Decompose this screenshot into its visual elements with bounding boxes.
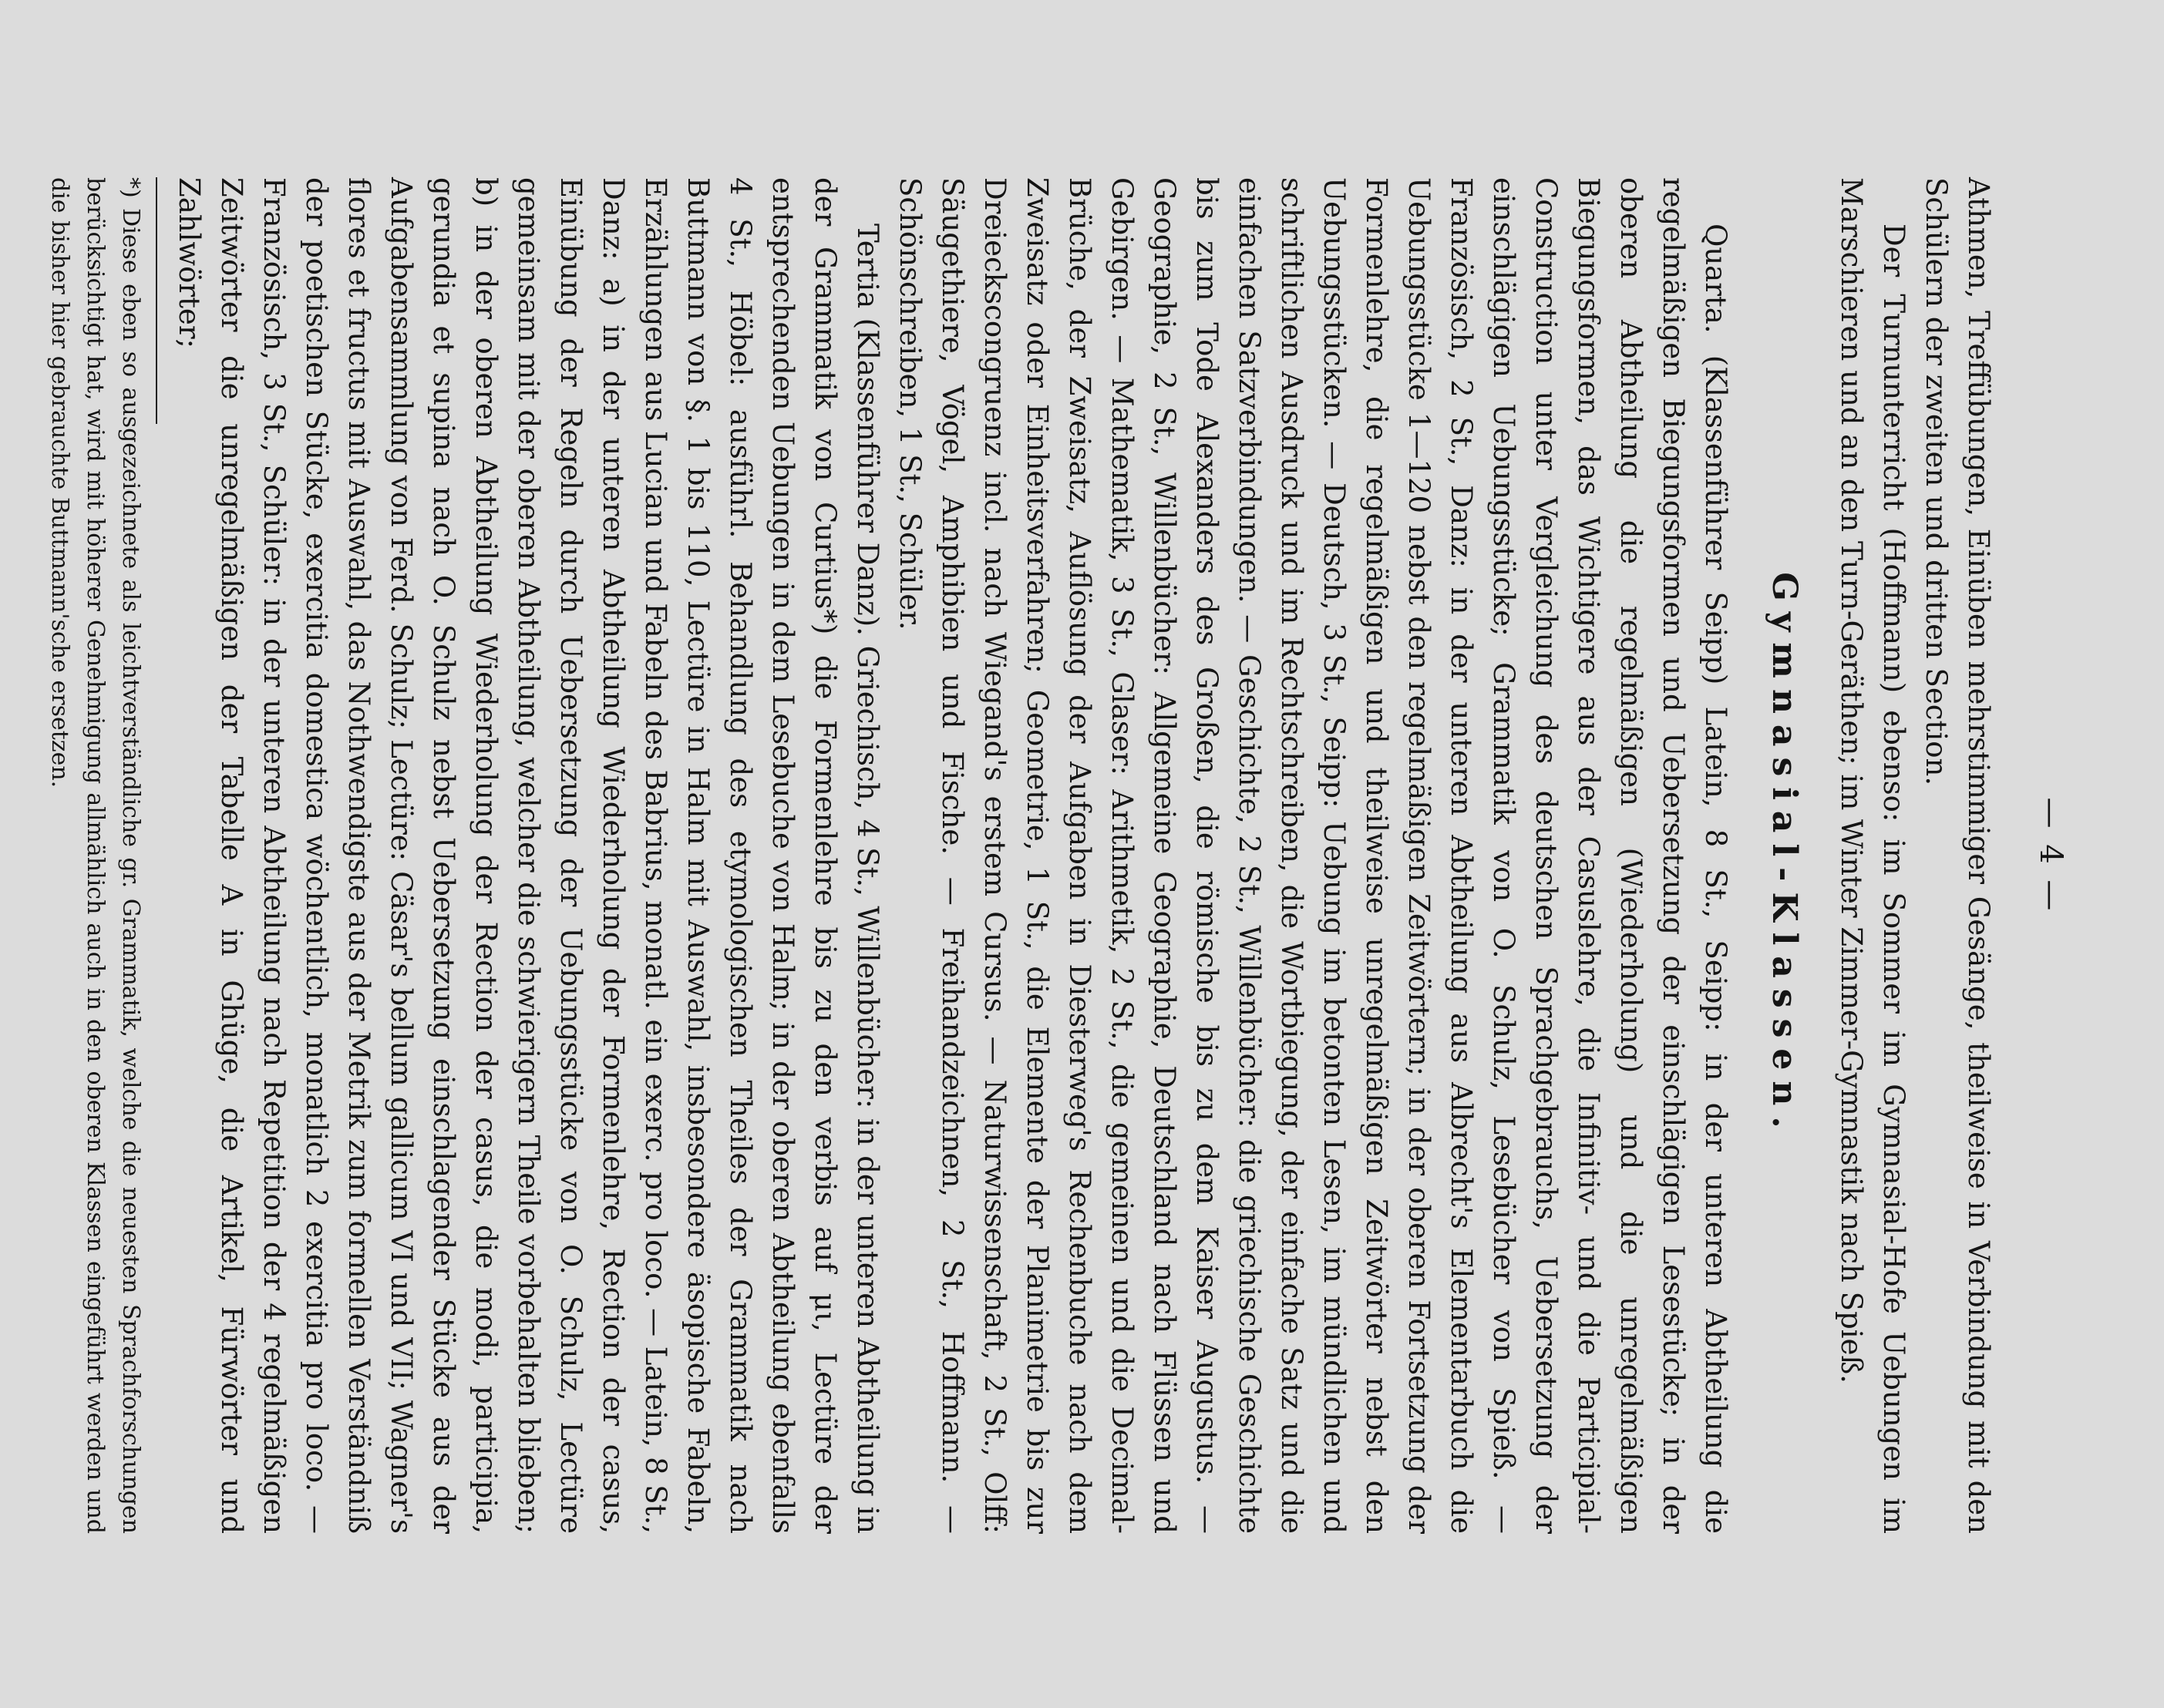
footnote-divider — [156, 177, 157, 424]
footnote: *) Diese eben so ausgezeichnete als leichtverständliche gr. Grammatik, welche die neuesten Sprachforschungen berücksichtigt hat, wird mit höherer Genehmigung allmählich auch in den oberen Klassen eingeführt werden und die bisher hier gebrauchte Buttmann'sche ersetzen. — [46, 177, 144, 1534]
quarta-paragraph: Quarta. (Klassenführer Seipp) Latein, 8 St., Seipp: in der unteren Abtheilung die regelmäßigen Biegungsformen und Uebersetzung der einschlägigen Lesestücke; in der oberen Abtheilung die regelmäßigen (Wiederholung) und die unregelmäßigen Biegungsformen, das Wichtigere aus der Casuslehre, die Infinitiv- und die Participial-Construction unter Vergleichung des deutschen Sprachgebrauchs, Uebersetzung der einschlägigen Uebungsstücke; Grammatik von O. Schulz, Lesebücher von Spieß. — Französisch, 2 St., Danz: in der unteren Abtheilung aus Albrecht's Elementarbuch die Uebungsstücke 1—120 nebst den regelmäßigen Zeitwörtern; in der oberen Fortsetzung der Formenlehre, die regelmäßigen und theilweise unregelmäßigen Zeitwörter nebst den Uebungsstücken. — Deutsch, 3 St., Seipp: Uebung im betonten Lesen, im mündlichen und schriftlichen Ausdruck und im Rechtschreiben, die Wortbiegung, der einfache Satz und die einfachen Satzverbindungen. — Geschichte, 2 St., Willenbücher: die griechische Geschichte bis zum Tode Alexanders des Großen, die römische bis zu dem Kaiser Augustus. — Geographie, 2 St., Willenbücher: Allgemeine Geographie, Deutschland nach Flüssen und Gebirgen. — Mathematik, 3 St., Glaser: Arithmetik, 2 St., die gemeinen und die Decimal-Brüche, der Zweisatz, Auflösung der Aufgaben in Diesterweg's Rechenbuche nach dem Zweisatz oder Einheitsverfahren; Geometrie, 1 St., die Elemente der Planimetrie bis zur Dreieckscongruenz incl. nach Wiegand's erstem Cursus. — Naturwissenschaft, 2 St., Olff: Säugethiere, Vögel, Amphibien und Fische. — Freihandzeichnen, 2 St., Hoffmann. — Schönschreiben, 1 St., Schüler. — [894, 177, 1732, 1534]
page-content — [42, 177, 2071, 1534]
gymnastics-paragraph: Der Turnunterricht (Hoffmann) ebenso: im Sommer im Gymnasial-Hofe Uebungen im Marschieren und an den Turn-Geräthen; im Winter Zimmer-Gymnastik nach Spieß. — [1835, 177, 1910, 1534]
section-heading: Gymnasial-Klassen. — [1765, 572, 1804, 1139]
tertia-paragraph: Tertia (Klassenführer Danz). Griechisch, 4 St., Willenbücher: in der unteren Abtheilung in der Grammatik von Curtius*) die Formenlehre bis zu den verbis auf μι, Lectüre der entsprechenden Uebungen in dem Lesebuche von Halm; in der oberen Abtheilung ebenfalls 4 St., Höbel: ausführl. Behandlung des etymologischen Theiles der Grammatik nach Buttmann von §. 1 bis 110, Lectüre in Halm mit Auswahl, insbesondere äsopische Fabeln, Erzählungen aus Lucian und Fabeln des Babrius, monatl. ein exerc. pro loco. — Latein, 8 St., Danz: a) in der unteren Abtheilung Wiederholung der Formenlehre, Rection der casus, Einübung der Regeln durch Uebersetzung der Uebungsstücke von O. Schulz, Lectüre gemeinsam mit der oberen Abtheilung, welcher die schwierigern Theile vorbehalten blieben; b) in der oberen Abtheilung Wiederholung der Rection der casus, die modi, participia, gerundia et supina nach O. Schulz nebst Uebersetzung einschlagender Stücke aus der Aufgabensammlung von Ferd. Schulz; Lectüre: Cäsar's bellum gallicum VI und VII; Wagner's flores et fructus mit Auswahl, das Nothwendigste aus der Metrik zum formellen Verständniß der poetischen Stücke, exercitia domestica wöchentlich, monatlich 2 exercitia pro loco. — Französisch, 3 St., Schüler: in der unteren Abtheilung nach Repetition der 4 regelmäßigen Zeitwörter die unregelmäßigen der Tabelle A in Ghüge, die Artikel, Fürwörter und Zahlwörter; — [173, 177, 884, 1534]
intro-paragraph: Athmen, Treffübungen, Einüben mehrstimmiger Gesänge, theilweise in Verbindung mit den Schülern der zweiten und dritten Section. — [1920, 177, 1995, 1534]
page-number: — 4 — — [2033, 797, 2068, 914]
